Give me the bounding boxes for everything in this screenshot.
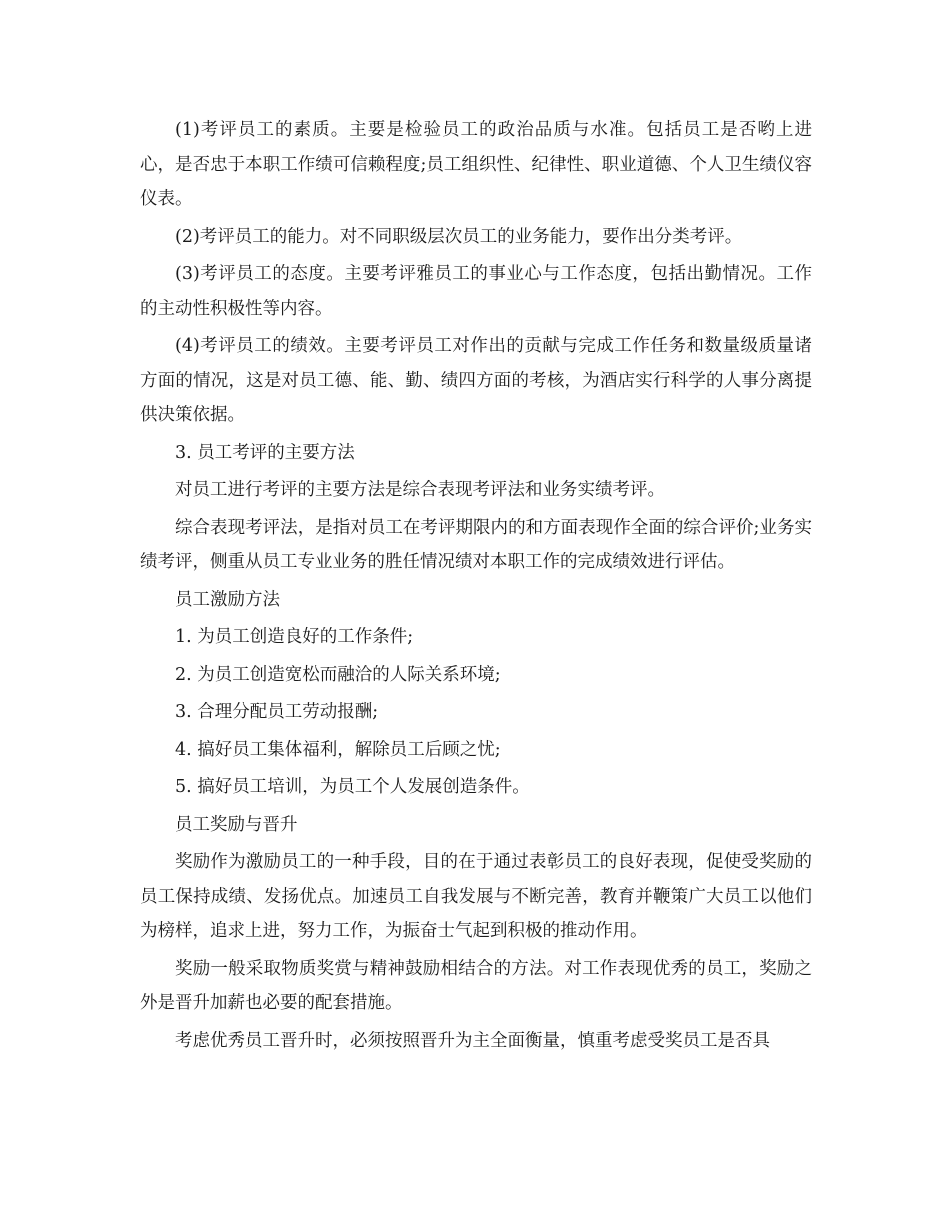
paragraph-promotion-considerations: 考虑优秀员工晋升时，必须按照晋升为主全面衡量，慎重考虑受奖员工是否具 bbox=[175, 1030, 770, 1051]
document-body bbox=[140, 113, 812, 1058]
paragraph-rewards-purpose: 奖励作为激励员工的一种手段，目的在于通过表彰员工的良好表现，促使受奖励的员工保持成绩、发扬优点。加速员工自我发展与不断完善，教育并鞭策广大员工以他们为榜样，追求上进，努力工作，为振奋士气起到积极的推动作用。 bbox=[140, 852, 812, 941]
paragraph-assessment-methods: 对员工进行考评的主要方法是综合表现考评法和业务实绩考评。 bbox=[175, 480, 665, 500]
section-heading-motivation-methods: 员工激励方法 bbox=[175, 589, 280, 610]
paragraph-attitude-assessment: (3)考评员工的态度。主要考评雅员工的事业心与工作态度，包括出勤情况。工作的主动性积极性等内容。 bbox=[140, 264, 812, 319]
section-heading-rewards-promotion: 员工奖励与晋升 bbox=[175, 814, 298, 835]
paragraph-performance-assessment: (4)考评员工的绩效。主要考评员工对作出的贡献与完成工作任务和数量级质量诸方面的情况，这是对员工德、能、勤、绩四方面的考核，为酒店实行科学的人事分离提供决策依据。 bbox=[140, 336, 812, 425]
list-item-motivation-4: 4. 搞好员工集体福利，解除员工后顾之忧; bbox=[175, 739, 501, 760]
list-item-motivation-5: 5. 搞好员工培训，为员工个人发展创造条件。 bbox=[175, 777, 530, 797]
paragraph-rewards-methods: 奖励一般采取物质奖赏与精神鼓励相结合的方法。对工作表现优秀的员工，奖励之外是晋升加薪也必要的配套措施。 bbox=[140, 958, 812, 1013]
section-heading-assessment-methods: 3. 员工考评的主要方法 bbox=[175, 442, 355, 463]
list-item-motivation-3: 3. 合理分配员工劳动报酬; bbox=[175, 702, 379, 722]
list-item-motivation-2: 2. 为员工创造宽松而融洽的人际关系环境; bbox=[175, 664, 501, 685]
paragraph-comprehensive-assessment: 综合表现考评法，是指对员工在考评期限内的和方面表现作全面的综合评价;业务实绩考评，侧重从员工专业业务的胜任情况绩对本职工作的完成绩效进行评估。 bbox=[140, 517, 812, 572]
paragraph-quality-assessment: (1)考评员工的素质。主要是检验员工的政治品质与水准。包括员工是否哟上进心，是否忠于本职工作绩可信赖程度;员工组织性、纪律性、职业道德、个人卫生绩仪容仪表。 bbox=[140, 120, 812, 209]
paragraph-ability-assessment: (2)考评员工的能力。对不同职级层次员工的业务能力，要作出分类考评。 bbox=[175, 226, 743, 247]
list-item-motivation-1: 1. 为员工创造良好的工作条件; bbox=[175, 627, 414, 647]
